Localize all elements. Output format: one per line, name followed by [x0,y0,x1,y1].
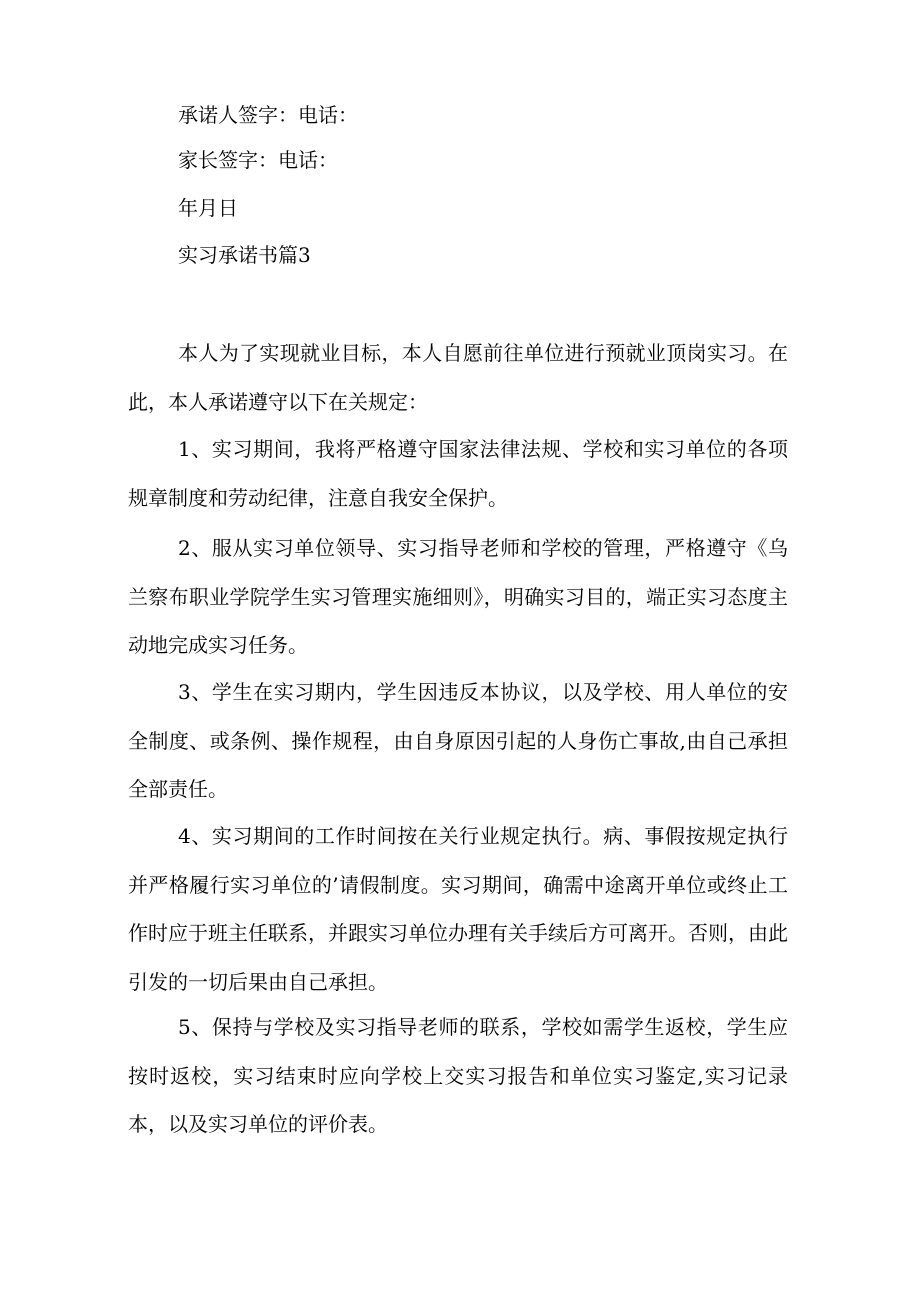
item-5-paragraph: 5、保持与学校及实习指导老师的联系，学校如需学生返校，学生应按时返校，实习结束时应向学校上交实习报告和单位实习鉴定,实习记录本，以及实习单位的评价表。 [128,1015,788,1136]
item-4-paragraph: 4、实习期间的工作时间按在关行业规定执行。病、事假按规定执行并严格履行实习单位的’请假制度。实习期间，确需中途离开单位或终止工作时应于班主任联系，并跟实习单位办理有关手续后方可离开。否则，由此引发的一切后果由自己承担。 [128,824,788,994]
parent-signature-line: 家长签字：电话： [178,148,338,172]
intro-paragraph: 本人为了实现就业目标，本人自愿前往单位进行预就业顶岗实习。在此，本人承诺遵守以下在关规定： [128,341,788,414]
item-3-paragraph: 3、学生在实习期内，学生因违反本协议，以及学校、用人单位的安全制度、或条例、操作规程，由自身原因引起的人身伤亡事故,由自己承担全部责任。 [128,680,788,801]
date-line: 年月日 [178,196,238,220]
item-2-paragraph: 2、服从实习单位领导、实习指导老师和学校的管理，严格遵守《乌兰察布职业学院学生实习管理实施细则》，明确实习目的，端正实习态度主动地完成实习任务。 [128,536,788,657]
promisor-signature-line: 承诺人签字：电话： [178,103,358,127]
section-heading: 实习承诺书篇3 [178,243,311,267]
item-1-paragraph: 1、实习期间，我将严格遵守国家法律法规、学校和实习单位的各项规章制度和劳动纪律，注意自我安全保护。 [128,437,788,510]
